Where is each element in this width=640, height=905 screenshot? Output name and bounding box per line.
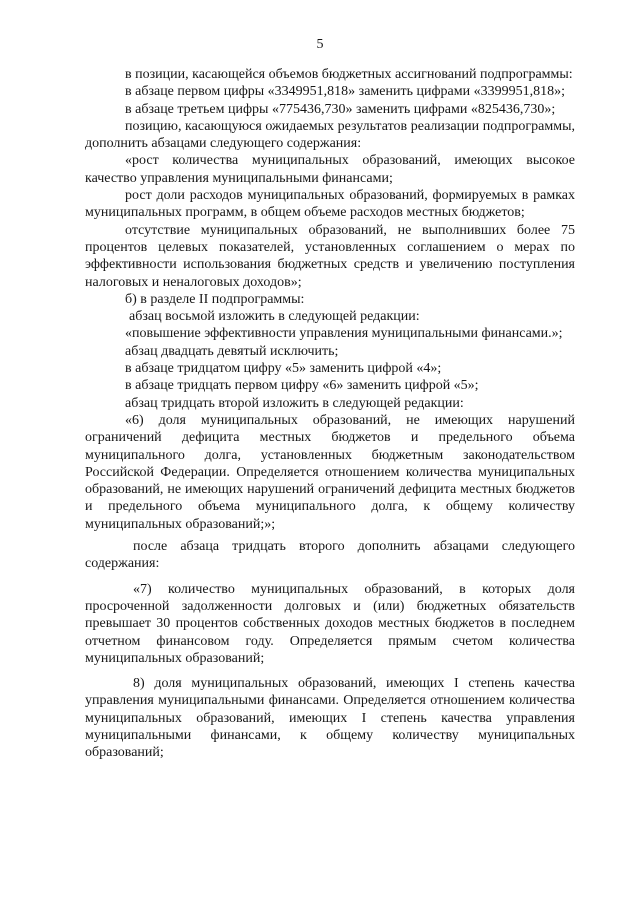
paragraph: в абзаце тридцать первом цифру «6» заменить цифрой «5»; <box>125 378 479 394</box>
paragraph: абзац восьмой изложить в следующей редакции: <box>129 309 420 325</box>
document-body <box>85 66 575 762</box>
paragraph: 8) доля муниципальных образований, имеющих I степень качества управления муниципальными финансами. Определяется отношением количества муниципальных образований, имеющих I степень качества управления муниципальными финансами, к общему количеству муниципальных образований; <box>85 676 575 761</box>
paragraph: рост доли расходов муниципальных образований, формируемых в рамках муниципальных программ, в общем объеме расходов местных бюджетов; <box>85 188 575 221</box>
paragraph: «рост количества муниципальных образований, имеющих высокое качество управления муниципальными финансами; <box>85 153 575 186</box>
paragraph: в абзаце тридцатом цифру «5» заменить цифрой «4»; <box>125 361 442 377</box>
paragraph: абзац тридцать второй изложить в следующей редакции: <box>125 395 464 411</box>
page-number: 5 <box>316 37 324 52</box>
paragraph: позицию, касающуюся ожидаемых результатов реализации подпрограммы, дополнить абзацами следующего содержания: <box>85 118 575 152</box>
paragraph: после абзаца тридцать второго дополнить абзацами следующего содержания: <box>85 539 575 572</box>
paragraph: в абзаце первом цифры «3349951,818» заменить цифрами «3399951,818»; <box>125 84 565 100</box>
paragraph: «повышение эффективности управления муниципальными финансами.»; <box>125 326 563 342</box>
paragraph: «7) количество муниципальных образований, в которых доля просроченной задолженности долговых и (или) бюджетных обязательств превышает 30 процентов собственных доходов местных бюджетов в последнем отчетном финансовом году. Определяется прямым счетом количества муниципальных образований; <box>85 581 575 666</box>
paragraph: б) в разделе II подпрограммы: <box>125 291 305 307</box>
paragraph: в позиции, касающейся объемов бюджетных ассигнований подпрограммы: <box>125 67 573 82</box>
paragraph: «6) доля муниципальных образований, не имеющих нарушений ограничений дефицита местных бюджетов и предельного объема муниципального долга, установленных бюджетным законодательством Российской Федерации. Определяется отношением количества муниципальных образований, не имеющих нарушений ограничений дефицита местных бюджетов и предельного объема муниципального долга, к общему количеству муниципальных образований;»; <box>85 412 575 532</box>
paragraph: абзац двадцать девятый исключить; <box>125 343 339 359</box>
paragraph: в абзаце третьем цифры «775436,730» заменить цифрами «825436,730»; <box>125 101 556 117</box>
paragraph: отсутствие муниципальных образований, не выполнивших более 75 процентов целевых показателей, установленных соглашением о мерах по эффективности использования бюджетных средств и увеличению поступления налоговых и неналоговых доходов»; <box>85 222 575 290</box>
